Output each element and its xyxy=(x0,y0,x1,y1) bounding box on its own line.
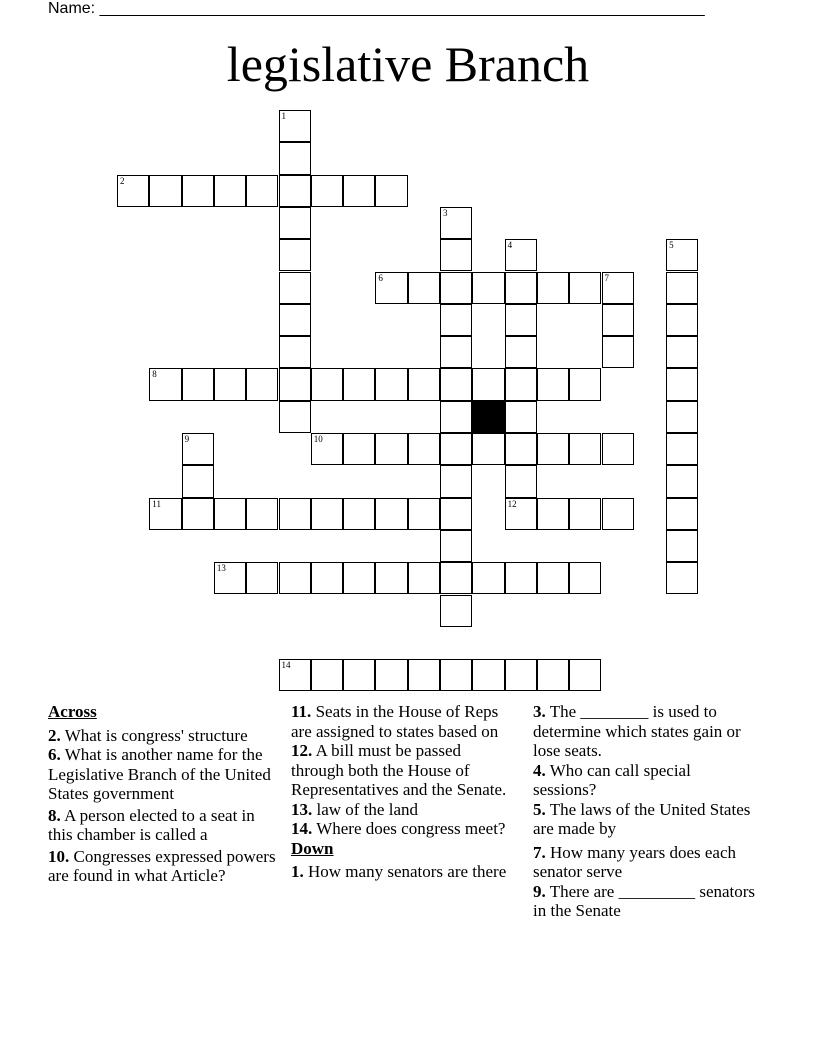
grid-cell[interactable] xyxy=(408,498,440,530)
grid-cell[interactable] xyxy=(214,175,246,207)
grid-cell[interactable] xyxy=(472,368,504,400)
grid-cell[interactable] xyxy=(569,659,601,691)
grid-cell[interactable] xyxy=(537,659,569,691)
grid-cell[interactable] xyxy=(569,368,601,400)
across-heading: Across xyxy=(48,702,97,721)
grid-cell[interactable] xyxy=(505,239,537,271)
grid-cell[interactable] xyxy=(343,659,375,691)
clue-number: 6 xyxy=(378,272,383,283)
grid-cell[interactable] xyxy=(472,433,504,465)
grid-cell[interactable] xyxy=(311,498,343,530)
grid-cell[interactable] xyxy=(666,465,698,497)
grid-cell[interactable] xyxy=(279,368,311,400)
grid-cell[interactable] xyxy=(505,368,537,400)
grid-cell[interactable] xyxy=(375,659,407,691)
grid-cell[interactable] xyxy=(375,368,407,400)
clue-down-1: 1. How many senators are there xyxy=(291,862,507,881)
grid-cell[interactable] xyxy=(246,368,278,400)
clue-down-5: 5. The laws of the United States are made by xyxy=(533,799,751,838)
clue-number: 12 xyxy=(507,498,517,509)
clue-column-3 xyxy=(533,702,758,921)
grid-cell[interactable] xyxy=(279,562,311,594)
clue-across-8: 8. A person elected to a seat in this chamber is called a xyxy=(48,805,255,844)
grid-cell[interactable] xyxy=(182,465,214,497)
grid-cell[interactable] xyxy=(440,207,472,239)
grid-cell[interactable] xyxy=(505,498,537,530)
clue-number: 11 xyxy=(152,498,161,509)
grid-cell[interactable] xyxy=(149,175,181,207)
grid-cell[interactable] xyxy=(666,272,698,304)
grid-cell[interactable] xyxy=(602,304,634,336)
grid-cell[interactable] xyxy=(666,368,698,400)
clue-across-12: 12. A bill must be passed through both the House of Representatives and the Senate. xyxy=(291,741,507,799)
name-field-label: Name: ____________________________________________________________________ xyxy=(48,0,705,17)
grid-cell[interactable] xyxy=(440,304,472,336)
grid-cell[interactable] xyxy=(149,368,181,400)
grid-cell[interactable] xyxy=(666,239,698,271)
grid-cell[interactable] xyxy=(569,433,601,465)
clue-down-9: 9. There are _________ senators in the Senate xyxy=(533,881,756,920)
clue-down-4: 4. Who can call special sessions? xyxy=(533,760,691,799)
grid-cell[interactable] xyxy=(279,401,311,433)
grid-cell[interactable] xyxy=(279,110,311,142)
grid-cell[interactable] xyxy=(472,272,504,304)
grid-cell[interactable] xyxy=(440,562,472,594)
grid-cell[interactable] xyxy=(408,562,440,594)
grid-cell[interactable] xyxy=(279,175,311,207)
grid-cell[interactable] xyxy=(117,175,149,207)
grid-cell[interactable] xyxy=(505,336,537,368)
blocked-cell xyxy=(472,401,504,433)
clue-number: 7 xyxy=(604,272,609,283)
grid-cell[interactable] xyxy=(569,562,601,594)
grid-cell[interactable] xyxy=(182,368,214,400)
grid-cell[interactable] xyxy=(311,562,343,594)
grid-cell[interactable] xyxy=(182,433,214,465)
clue-number: 2 xyxy=(120,175,125,186)
grid-cell[interactable] xyxy=(279,659,311,691)
grid-cell[interactable] xyxy=(440,498,472,530)
grid-cell[interactable] xyxy=(408,368,440,400)
grid-cell[interactable] xyxy=(343,562,375,594)
grid-cell[interactable] xyxy=(666,401,698,433)
grid-cell[interactable] xyxy=(666,304,698,336)
grid-cell[interactable] xyxy=(440,272,472,304)
grid-cell[interactable] xyxy=(408,433,440,465)
grid-cell[interactable] xyxy=(537,368,569,400)
grid-cell[interactable] xyxy=(279,336,311,368)
grid-cell[interactable] xyxy=(182,498,214,530)
grid-cell[interactable] xyxy=(505,272,537,304)
grid-cell[interactable] xyxy=(569,272,601,304)
grid-cell[interactable] xyxy=(279,207,311,239)
clue-number: 8 xyxy=(152,369,157,380)
grid-cell[interactable] xyxy=(279,142,311,174)
clue-across-2: 2. What is congress' structure xyxy=(48,725,248,745)
grid-cell[interactable] xyxy=(505,304,537,336)
grid-cell[interactable] xyxy=(537,433,569,465)
grid-cell[interactable] xyxy=(602,336,634,368)
grid-cell[interactable] xyxy=(440,401,472,433)
clue-across-11: 11. Seats in the House of Reps are assigned to states based on xyxy=(291,702,499,741)
clue-number: 10 xyxy=(313,434,323,444)
grid-cell[interactable] xyxy=(214,498,246,530)
clue-across-14: 14. Where does congress meet? xyxy=(291,819,506,838)
grid-cell[interactable] xyxy=(440,433,472,465)
grid-cell[interactable] xyxy=(311,659,343,691)
grid-cell[interactable] xyxy=(440,465,472,497)
grid-cell[interactable] xyxy=(440,368,472,400)
clue-across-10: 10. Congresses expressed powers are found in what Article? xyxy=(48,846,276,885)
grid-cell[interactable] xyxy=(343,368,375,400)
grid-cell[interactable] xyxy=(602,272,634,304)
clue-number: 3 xyxy=(443,207,448,218)
clue-number: 9 xyxy=(184,434,190,444)
grid-cell[interactable] xyxy=(440,659,472,691)
grid-cell[interactable] xyxy=(666,530,698,562)
clue-number: 5 xyxy=(669,240,674,251)
grid-cell[interactable] xyxy=(537,272,569,304)
grid-cell[interactable] xyxy=(375,433,407,465)
grid-cell[interactable] xyxy=(408,659,440,691)
clue-down-7: 7. How many years does each senator serve xyxy=(533,842,736,881)
clue-number: 13 xyxy=(216,563,226,574)
clue-column-2 xyxy=(291,702,509,882)
grid-cell[interactable] xyxy=(246,498,278,530)
grid-cell[interactable] xyxy=(246,562,278,594)
grid-cell[interactable] xyxy=(343,433,375,465)
grid-cell[interactable] xyxy=(537,498,569,530)
grid-cell[interactable] xyxy=(569,498,601,530)
clue-number: 4 xyxy=(507,240,513,251)
grid-cell[interactable] xyxy=(602,433,634,465)
clue-down-3: 3. The ________ is used to determine which states gain or lose seats. xyxy=(533,702,741,760)
grid-cell[interactable] xyxy=(279,272,311,304)
grid-cell[interactable] xyxy=(311,433,343,465)
grid-cell[interactable] xyxy=(375,175,407,207)
grid-cell[interactable] xyxy=(472,562,504,594)
clue-across-6: 6. What is another name for the Legislative Branch of the United States government xyxy=(48,745,271,803)
grid-cell[interactable] xyxy=(343,175,375,207)
grid-cell[interactable] xyxy=(375,562,407,594)
grid-cell[interactable] xyxy=(279,498,311,530)
grid-cell[interactable] xyxy=(440,530,472,562)
grid-cell[interactable] xyxy=(440,595,472,627)
grid-cell[interactable] xyxy=(666,336,698,368)
grid-cell[interactable] xyxy=(440,239,472,271)
grid-cell[interactable] xyxy=(214,562,246,594)
grid-cell[interactable] xyxy=(537,562,569,594)
grid-cell[interactable] xyxy=(279,239,311,271)
grid-cell[interactable] xyxy=(311,368,343,400)
grid-cell[interactable] xyxy=(182,175,214,207)
grid-cell[interactable] xyxy=(246,175,278,207)
grid-cell[interactable] xyxy=(602,498,634,530)
grid-cell[interactable] xyxy=(505,659,537,691)
clue-column-1 xyxy=(48,702,280,886)
grid-cell[interactable] xyxy=(214,368,246,400)
grid-cell[interactable] xyxy=(408,272,440,304)
clue-across-13: 13. law of the land xyxy=(291,799,418,819)
clue-number: 14 xyxy=(281,660,291,671)
page-title: legislative Branch xyxy=(226,36,590,92)
grid-cell[interactable] xyxy=(666,498,698,530)
grid-cell[interactable] xyxy=(440,336,472,368)
grid-cell[interactable] xyxy=(666,433,698,465)
grid-cell[interactable] xyxy=(505,433,537,465)
grid-cell[interactable] xyxy=(343,498,375,530)
clue-number: 1 xyxy=(281,111,286,121)
grid-cell[interactable] xyxy=(311,175,343,207)
grid-cell[interactable] xyxy=(375,498,407,530)
grid-cell[interactable] xyxy=(375,272,407,304)
grid-cell[interactable] xyxy=(505,562,537,594)
down-heading: Down xyxy=(291,838,334,858)
grid-cell[interactable] xyxy=(666,562,698,594)
grid-cell[interactable] xyxy=(505,401,537,433)
grid-cell[interactable] xyxy=(472,659,504,691)
grid-cell[interactable] xyxy=(149,498,181,530)
grid-cell[interactable] xyxy=(279,304,311,336)
grid-cell[interactable] xyxy=(505,465,537,497)
